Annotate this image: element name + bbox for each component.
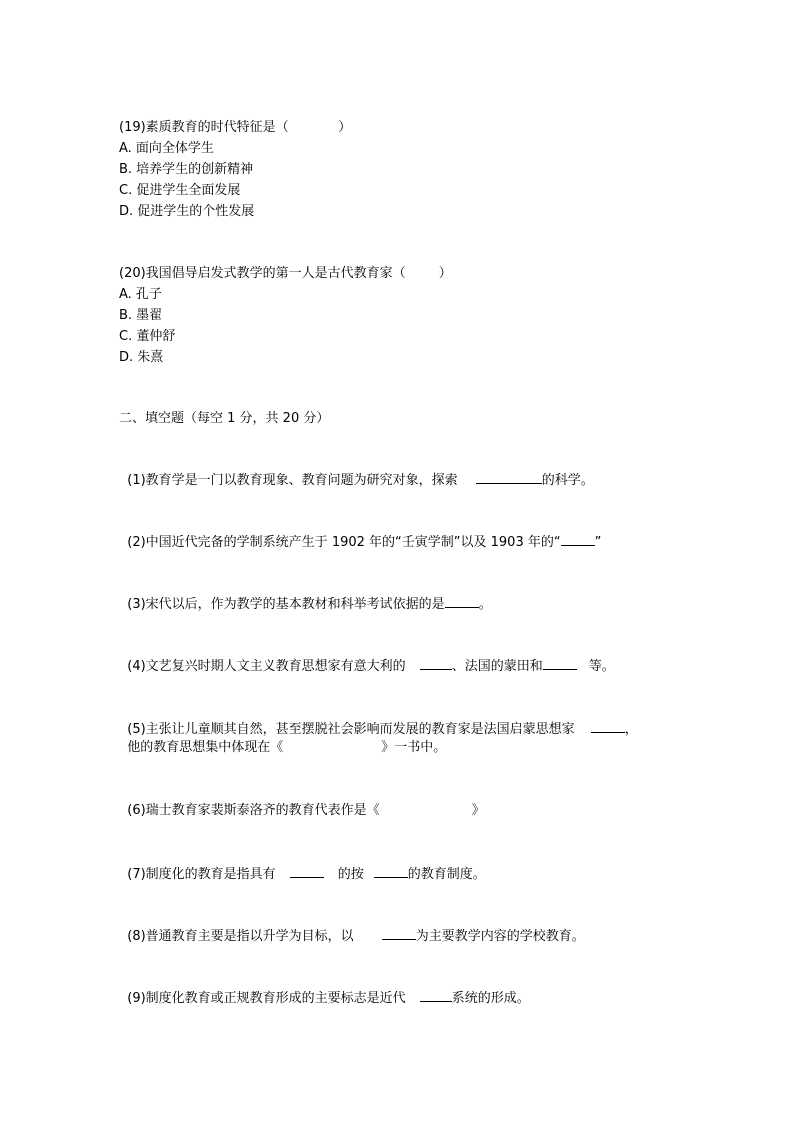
fill-4-text-a: (4)文艺复兴时期人文主义教育思想家有意大利的 bbox=[127, 659, 406, 674]
question-20-stem: (20)我国倡导启发式教学的第一人是古代教育家（ ） bbox=[119, 266, 452, 281]
fill-question-5 bbox=[119, 702, 638, 737]
fill-7-text-a: (7)制度化的教育是指具有 bbox=[127, 867, 276, 882]
fill-question-5-line-2 bbox=[119, 721, 447, 755]
question-19-option-d: D. 促进学生的个性发展 bbox=[119, 204, 255, 219]
question-20-option-a: A. 孔子 bbox=[119, 287, 162, 302]
fill-5-text-b: ， bbox=[624, 722, 638, 737]
question-20-option-d: D. 朱熹 bbox=[119, 350, 164, 365]
fill-5-text-d: 》一书中。 bbox=[381, 740, 447, 755]
fill-6-text-b: 》 bbox=[471, 803, 485, 818]
fill-question-9 bbox=[119, 971, 530, 1006]
fill-1-text-a: (1)教育学是一门以教育现象、教育问题为研究对象，探索 bbox=[127, 473, 458, 488]
fill-3-text-b: 。 bbox=[478, 597, 492, 612]
question-20-option-b: B. 墨翟 bbox=[119, 308, 163, 323]
fill-5-text-c: 他的教育思想集中体现在《 bbox=[127, 740, 284, 755]
question-19-stem: (19)素质教育的时代特征是（ ） bbox=[119, 120, 352, 135]
fill-question-3 bbox=[119, 577, 492, 612]
answer-blank bbox=[374, 865, 408, 878]
fill-question-1 bbox=[119, 453, 594, 488]
question-19-option-a: A. 面向全体学生 bbox=[119, 141, 214, 156]
answer-blank bbox=[561, 533, 595, 546]
fill-question-6 bbox=[119, 784, 485, 818]
fill-2-text-b: ” bbox=[594, 535, 602, 550]
question-19-option-b: B. 培养学生的创新精神 bbox=[119, 162, 254, 177]
fill-6-text-a: (6)瑞士教育家裴斯泰洛齐的教育代表作是《 bbox=[127, 803, 380, 818]
fill-3-text-a: (3)宋代以后，作为教学的基本教材和科举考试依据的是 bbox=[127, 597, 445, 612]
answer-blank bbox=[420, 657, 452, 670]
fill-question-2 bbox=[119, 515, 602, 550]
section-heading: 二、填空题（每空 1 分，共 20 分） bbox=[119, 411, 330, 426]
fill-9-text-a: (9)制度化教育或正规教育形成的主要标志是近代 bbox=[127, 991, 406, 1006]
fill-7-text-c: 的教育制度。 bbox=[407, 867, 486, 882]
fill-5-text-a: (5)主张让儿童顺其自然，甚至摆脱社会影响而发展的教育家是法国启蒙思想家 bbox=[127, 722, 575, 737]
fill-8-text-a: (8)普通教育主要是指以升学为目标，以 bbox=[127, 929, 354, 944]
fill-4-text-b: 、法国的蒙田和 bbox=[451, 659, 543, 674]
answer-blank bbox=[543, 657, 577, 670]
fill-2-text-a: (2)中国近代完备的学制系统产生于 1902 年的“壬寅学制”以及 1903 年的“ bbox=[127, 535, 561, 550]
answer-blank bbox=[476, 471, 542, 484]
fill-4-text-c: 等。 bbox=[588, 659, 615, 674]
answer-blank bbox=[445, 595, 479, 608]
fill-question-4 bbox=[119, 639, 615, 674]
answer-blank bbox=[382, 927, 416, 940]
fill-9-text-b: 系统的形成。 bbox=[451, 991, 530, 1006]
question-20-option-c: C. 董仲舒 bbox=[119, 329, 176, 344]
fill-question-8 bbox=[119, 909, 585, 944]
fill-question-7 bbox=[119, 847, 486, 882]
fill-8-text-b: 为主要教学内容的学校教育。 bbox=[415, 929, 585, 944]
answer-blank bbox=[420, 989, 452, 1002]
fill-1-text-b: 的科学。 bbox=[541, 473, 594, 488]
question-19-option-c: C. 促进学生全面发展 bbox=[119, 183, 241, 198]
answer-blank bbox=[591, 720, 625, 733]
fill-7-text-b: 的按 bbox=[337, 867, 364, 882]
answer-blank bbox=[290, 865, 324, 878]
